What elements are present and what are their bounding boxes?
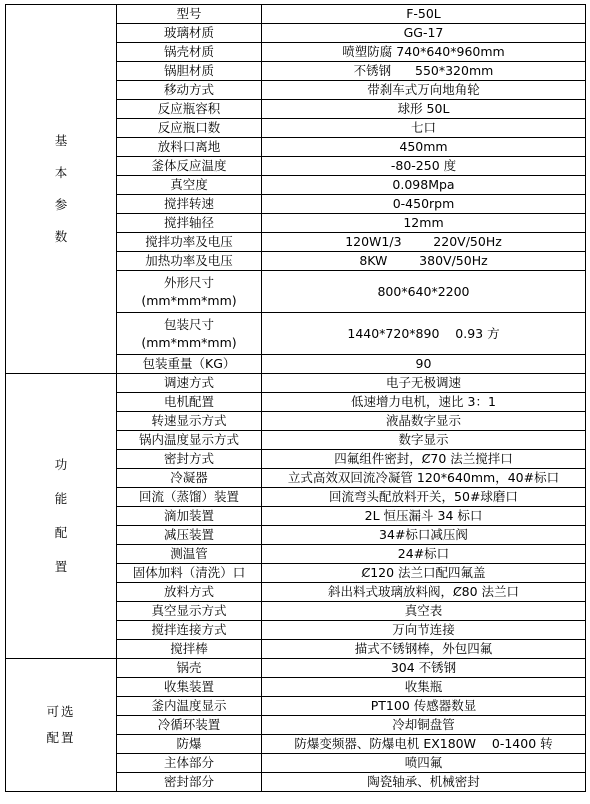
spec-label [117,271,262,313]
spec-label: 密封方式 [117,450,262,469]
spec-label: 真空度 [117,176,262,195]
spec-value: 真空表 [262,602,586,621]
spec-value: 450mm [262,138,586,157]
spec-label: 包装重量（KG） [117,355,262,374]
spec-label-unit: (mm*mm*mm) [141,334,237,350]
spec-label: 锅内温度显示方式 [117,431,262,450]
spec-value: 万向节连接 [262,621,586,640]
group-label-line: 配 [54,525,68,540]
spec-label: 收集装置 [117,678,262,697]
spec-value: 七口 [262,119,586,138]
spec-value: 喷塑防腐 740*640*960mm [262,43,586,62]
spec-value: 回流弯头配放料开关，50#球磨口 [262,488,586,507]
spec-value: 120W1/3 220V/50Hz [262,233,586,252]
spec-value: 0.098Mpa [262,176,586,195]
spec-value: 液晶数字显示 [262,412,586,431]
spec-value: 不锈钢 550*320mm [262,62,586,81]
spec-value: 带刹车式万向地角轮 [262,81,586,100]
spec-value: 2L 恒压漏斗 34 标口 [262,507,586,526]
spec-value: 四氟组件密封，Ȼ70 法兰搅拌口 [262,450,586,469]
spec-value: 冷却铜盘管 [262,716,586,735]
spec-table-body [6,5,586,792]
spec-value: 电子无极调速 [262,374,586,393]
spec-value: 0-450rpm [262,195,586,214]
spec-value: PT100 传感器数显 [262,697,586,716]
spec-label: 釜内温度显示 [117,697,262,716]
spec-label: 搅拌转速 [117,195,262,214]
spec-value: 立式高效双回流冷凝管 120*640mm，40#标口 [262,469,586,488]
spec-value: 12mm [262,214,586,233]
spec-label: 测温管 [117,545,262,564]
spec-value: 低速增力电机，速比 3：1 [262,393,586,412]
spec-label: 回流（蒸馏）装置 [117,488,262,507]
spec-value: 304 不锈钢 [262,659,586,678]
spec-label-unit: (mm*mm*mm) [141,292,237,308]
spec-label [117,313,262,355]
spec-label: 加热功率及电压 [117,252,262,271]
spec-label: 主体部分 [117,754,262,773]
spec-row [6,374,586,393]
optional-config-group-label [6,659,117,792]
spec-value: 收集瓶 [262,678,586,697]
spec-label: 密封部分 [117,773,262,792]
spec-label: 玻璃材质 [117,24,262,43]
spec-label: 电机配置 [117,393,262,412]
spec-label: 减压装置 [117,526,262,545]
spec-value: 喷四氟 [262,754,586,773]
basic-params-group-label [6,5,117,374]
spec-label: 反应瓶口数 [117,119,262,138]
spec-value: 防爆变频器、防爆电机 EX180W 0-1400 转 [262,735,586,754]
spec-label: 移动方式 [117,81,262,100]
spec-value: 斜出料式玻璃放料阀，Ȼ80 法兰口 [262,583,586,602]
spec-label: 搅拌轴径 [117,214,262,233]
group-label-line: 参 [54,197,68,212]
spec-label-line: 外形尺寸 [163,274,214,290]
spec-value: 24#标口 [262,545,586,564]
group-label-line: 可选 [46,704,76,719]
spec-label: 搅拌功率及电压 [117,233,262,252]
spec-row [6,659,586,678]
spec-label: 釜体反应温度 [117,157,262,176]
spec-table [5,4,586,792]
spec-label: 调速方式 [117,374,262,393]
spec-label: 固体加料（清洗）口 [117,564,262,583]
group-label-line: 配置 [46,730,76,745]
spec-value: 数字显示 [262,431,586,450]
spec-label: 冷凝器 [117,469,262,488]
spec-value: 球形 50L [262,100,586,119]
group-label-line: 基 [54,133,68,148]
spec-label: 搅拌连接方式 [117,621,262,640]
spec-label: 型号 [117,5,262,24]
spec-label: 锅壳 [117,659,262,678]
group-label-line: 能 [54,491,68,506]
spec-label: 滴加装置 [117,507,262,526]
spec-label: 搅拌棒 [117,640,262,659]
group-label-line: 本 [54,165,68,180]
spec-value: 8KW 380V/50Hz [262,252,586,271]
spec-label: 防爆 [117,735,262,754]
spec-value: -80-250 度 [262,157,586,176]
group-label-line: 置 [54,559,68,574]
spec-value: 1440*720*890 0.93 方 [262,313,586,355]
spec-value: F-50L [262,5,586,24]
spec-value: 90 [262,355,586,374]
spec-label: 反应瓶容积 [117,100,262,119]
spec-label: 锅胆材质 [117,62,262,81]
spec-value: 34#标口减压阀 [262,526,586,545]
spec-label: 锅壳材质 [117,43,262,62]
spec-label: 真空显示方式 [117,602,262,621]
spec-value: Ȼ120 法兰口配四氟盖 [262,564,586,583]
spec-label: 冷循环装置 [117,716,262,735]
function-config-group-label [6,374,117,659]
spec-value: 陶瓷轴承、机械密封 [262,773,586,792]
spec-label: 放料方式 [117,583,262,602]
spec-value: GG-17 [262,24,586,43]
group-label-line: 功 [54,457,68,472]
spec-label: 放料口离地 [117,138,262,157]
spec-label: 转速显示方式 [117,412,262,431]
spec-label-line: 包装尺寸 [163,316,214,332]
spec-value: 描式不锈钢棒，外包四氟 [262,640,586,659]
spec-value: 800*640*2200 [262,271,586,313]
spec-row [6,5,586,24]
group-label-line: 数 [54,229,68,244]
